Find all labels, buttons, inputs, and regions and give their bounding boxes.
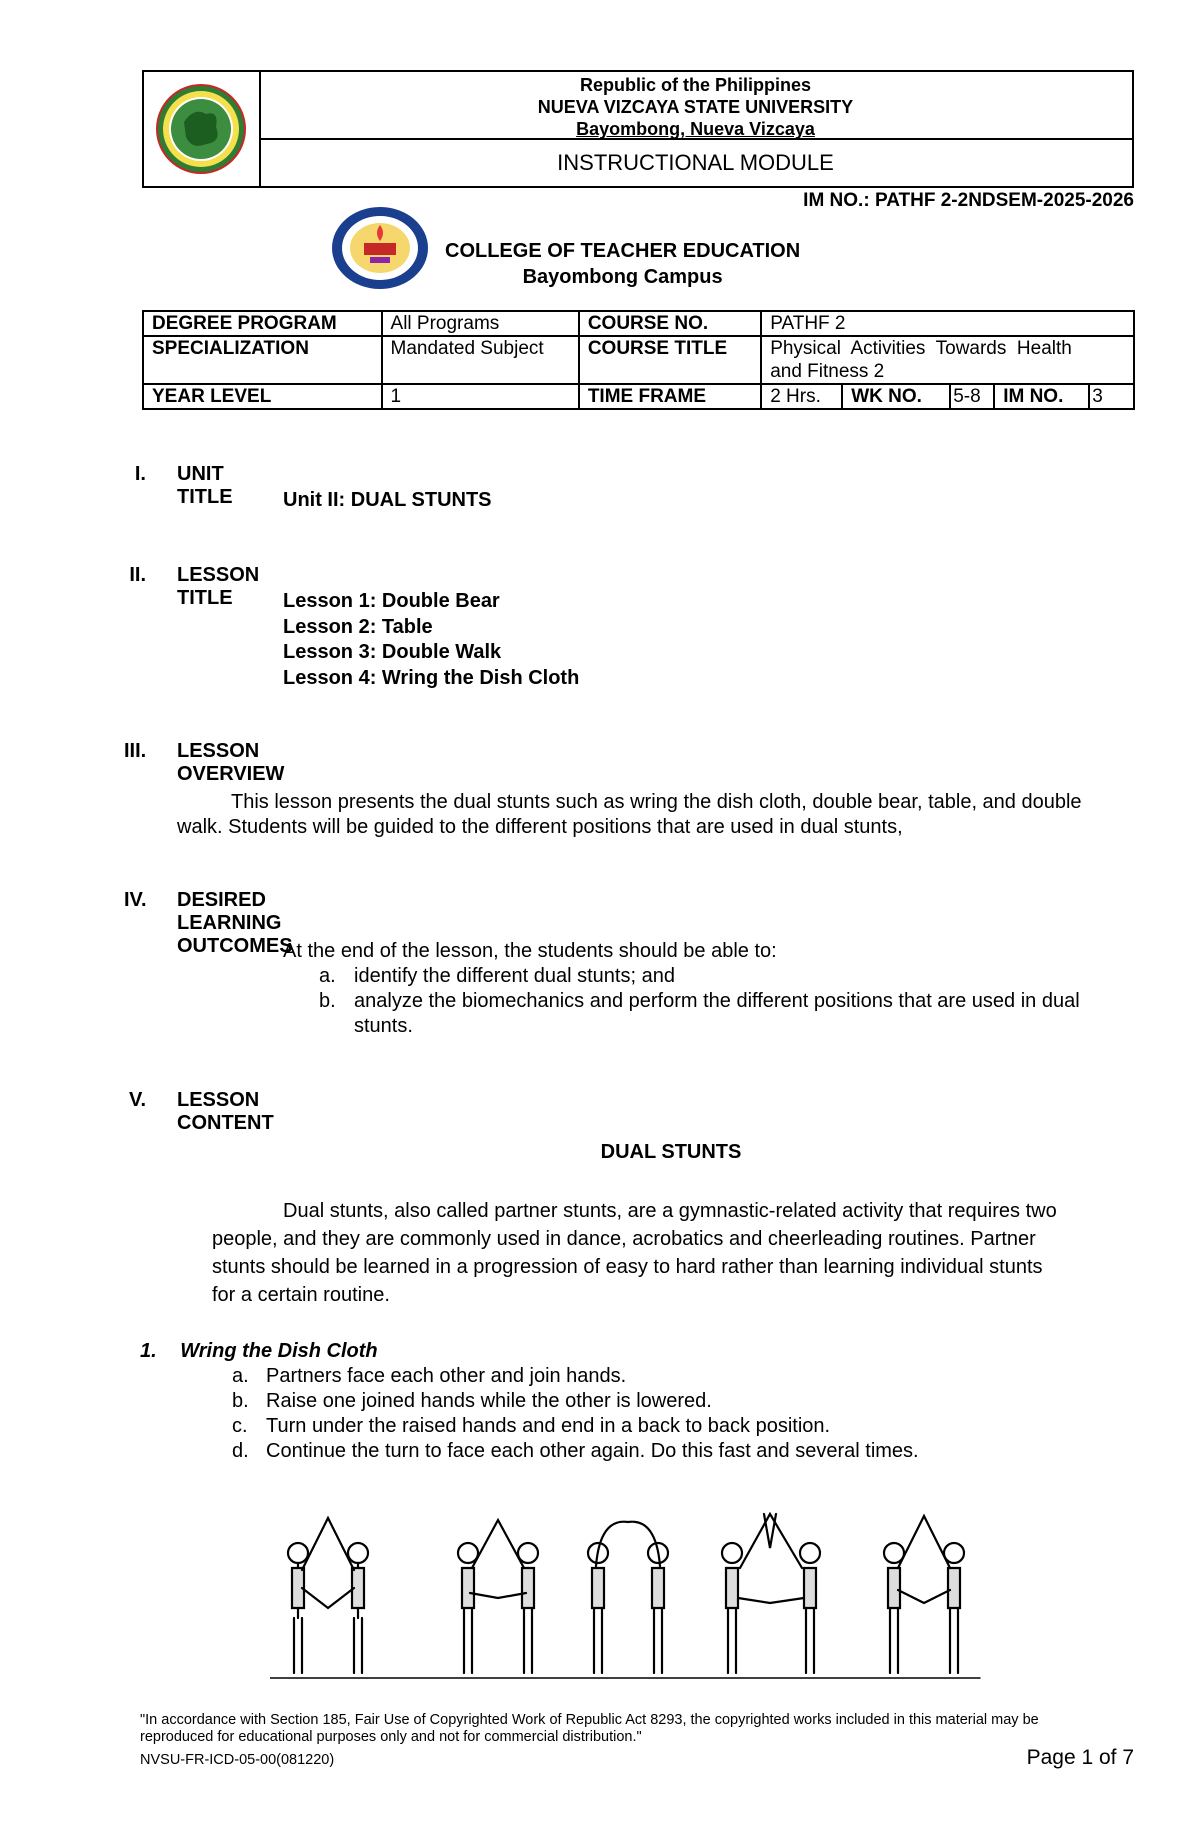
step-marker: a. bbox=[232, 1365, 249, 1387]
step-item bbox=[232, 1414, 1132, 1439]
step-item bbox=[232, 1439, 1132, 1464]
copyright-line: "In accordance with Section 185, Fair Use of Copyrighted Work of Republic Act 8293, the copyrighted works included in this material may be bbox=[140, 1712, 1039, 1728]
university-logo-cell bbox=[144, 72, 261, 186]
time-frame-label: TIME FRAME bbox=[579, 384, 761, 409]
college-name: COLLEGE OF TEACHER EDUCATION bbox=[445, 240, 801, 262]
section-heading: LESSON OVERVIEW bbox=[177, 740, 285, 785]
step-text: Raise one joined hands while the other is lowered. bbox=[266, 1390, 712, 1412]
figure-pair-2-icon bbox=[458, 1520, 538, 1673]
outcome-text-cont: stunts. bbox=[354, 1015, 413, 1037]
section-number: V. bbox=[128, 1089, 146, 1111]
wring-dish-cloth-illustration bbox=[270, 1508, 990, 1686]
figure-pair-4-icon bbox=[722, 1514, 820, 1673]
copyright-note bbox=[140, 1712, 1135, 1746]
time-frame-value: 2 Hrs. bbox=[762, 385, 843, 408]
im-no-value: 3 bbox=[1092, 386, 1103, 407]
header-box bbox=[142, 70, 1134, 188]
specialization-value: Mandated Subject bbox=[382, 336, 579, 384]
course-title-line2: and Fitness 2 bbox=[770, 361, 885, 382]
course-no-label: COURSE NO. bbox=[579, 311, 761, 336]
outcomes-block bbox=[283, 939, 1143, 1039]
step-marker: c. bbox=[232, 1415, 248, 1437]
republic-text: Republic of the Philippines bbox=[579, 75, 811, 95]
stunt-title: Wring the Dish Cloth bbox=[180, 1340, 378, 1362]
section-heading: UNIT TITLE bbox=[177, 463, 233, 508]
step-item bbox=[232, 1389, 1132, 1414]
step-item bbox=[232, 1364, 1132, 1389]
figure-pair-5-icon bbox=[884, 1516, 964, 1673]
college-block bbox=[445, 238, 800, 290]
dual-stunts-paragraph bbox=[212, 1197, 1142, 1309]
specialization-label: SPECIALIZATION bbox=[143, 336, 382, 384]
stunt-steps bbox=[232, 1364, 1132, 1464]
header-titles bbox=[259, 72, 1132, 140]
content-heading: DUAL STUNTS bbox=[600, 1141, 742, 1163]
outcome-item bbox=[283, 989, 1143, 1039]
year-level-value: 1 bbox=[382, 384, 579, 409]
course-title-label: COURSE TITLE bbox=[579, 336, 761, 384]
college-seal-icon bbox=[330, 205, 430, 291]
year-level-label: YEAR LEVEL bbox=[143, 384, 382, 409]
outcome-marker: a. bbox=[319, 965, 336, 987]
unit-name: Unit II: DUAL STUNTS bbox=[283, 489, 492, 511]
section-number: IV. bbox=[124, 889, 147, 911]
degree-program-value: All Programs bbox=[382, 311, 579, 336]
lesson-item: Lesson 1: Double Bear bbox=[283, 590, 500, 612]
im-number: IM NO.: PATHF 2-2NDSEM-2025-2026 bbox=[803, 190, 1134, 211]
course-info-table bbox=[142, 310, 1135, 410]
lesson-item: Lesson 3: Double Walk bbox=[283, 641, 502, 663]
course-no-value: PATHF 2 bbox=[761, 311, 1134, 336]
im-no-label: IM NO. bbox=[995, 385, 1090, 408]
lesson-list bbox=[283, 589, 579, 691]
section-number: I. bbox=[134, 463, 146, 485]
module-type: INSTRUCTIONAL MODULE bbox=[557, 150, 834, 175]
university-location: Bayombong, Nueva Vizcaya bbox=[576, 119, 815, 139]
course-title-line1: Physical Activities Towards Health bbox=[770, 338, 1072, 359]
page-number: Page 1 of 7 bbox=[1026, 1746, 1134, 1769]
paragraph-line: Dual stunts, also called partner stunts, are a gymnastic-related activity that requires two bbox=[283, 1200, 1057, 1222]
paragraph-line: stunts should be learned in a progression of easy to hard rather than learning individual stunts bbox=[212, 1256, 1043, 1278]
paragraph-line: for a certain routine. bbox=[212, 1284, 390, 1306]
overview-line: This lesson presents the dual stunts such as wring the dish cloth, double bear, table, and double bbox=[231, 791, 1082, 813]
course-title-value bbox=[761, 336, 1134, 384]
overview-text bbox=[177, 790, 1137, 840]
section-number: II. bbox=[129, 564, 146, 586]
outcome-text: identify the different dual stunts; and bbox=[354, 965, 675, 987]
wk-no-label: WK NO. bbox=[843, 385, 951, 408]
lesson-item: Lesson 2: Table bbox=[283, 615, 433, 638]
outcome-marker: b. bbox=[319, 990, 336, 1012]
university-name: NUEVA VIZCAYA STATE UNIVERSITY bbox=[537, 97, 854, 117]
time-frame-cell bbox=[761, 384, 1134, 409]
step-text: Partners face each other and join hands. bbox=[266, 1365, 627, 1387]
outcome-item bbox=[283, 964, 1143, 989]
section-number: III. bbox=[124, 740, 147, 762]
section-heading: LESSON CONTENT bbox=[177, 1089, 274, 1134]
section-heading: DESIRED LEARNING OUTCOMES bbox=[177, 889, 293, 957]
wk-no-value: 5-8 bbox=[951, 385, 995, 408]
paragraph-line: people, and they are commonly used in dance, acrobatics and cheerleading routines. Partner bbox=[212, 1228, 1036, 1250]
outcome-text: analyze the biomechanics and perform the different positions that are used in dual bbox=[354, 990, 1080, 1012]
figure-pair-1-icon bbox=[288, 1518, 368, 1673]
stunt-number: 1. bbox=[140, 1340, 157, 1362]
degree-program-label: DEGREE PROGRAM bbox=[143, 311, 382, 336]
copyright-line: reproduced for educational purposes only and not for commercial distribution." bbox=[140, 1729, 642, 1745]
step-text: Continue the turn to face each other again. Do this fast and several times. bbox=[266, 1440, 919, 1462]
step-text: Turn under the raised hands and end in a back to back position. bbox=[266, 1415, 831, 1437]
form-code: NVSU-FR-ICD-05-00(081220) bbox=[140, 1752, 335, 1768]
step-marker: d. bbox=[232, 1440, 249, 1462]
stunt-title-row bbox=[140, 1340, 378, 1363]
overview-line: walk. Students will be guided to the different positions that are used in dual stunts, bbox=[177, 816, 903, 838]
college-campus: Bayombong Campus bbox=[522, 266, 723, 288]
section-heading: LESSON TITLE bbox=[177, 564, 260, 609]
figure-pair-3-icon bbox=[588, 1522, 668, 1673]
outcomes-intro: At the end of the lesson, the students should be able to: bbox=[283, 940, 777, 962]
lesson-item: Lesson 4: Wring the Dish Cloth bbox=[283, 666, 580, 689]
step-marker: b. bbox=[232, 1390, 249, 1412]
university-seal-icon bbox=[144, 72, 259, 186]
